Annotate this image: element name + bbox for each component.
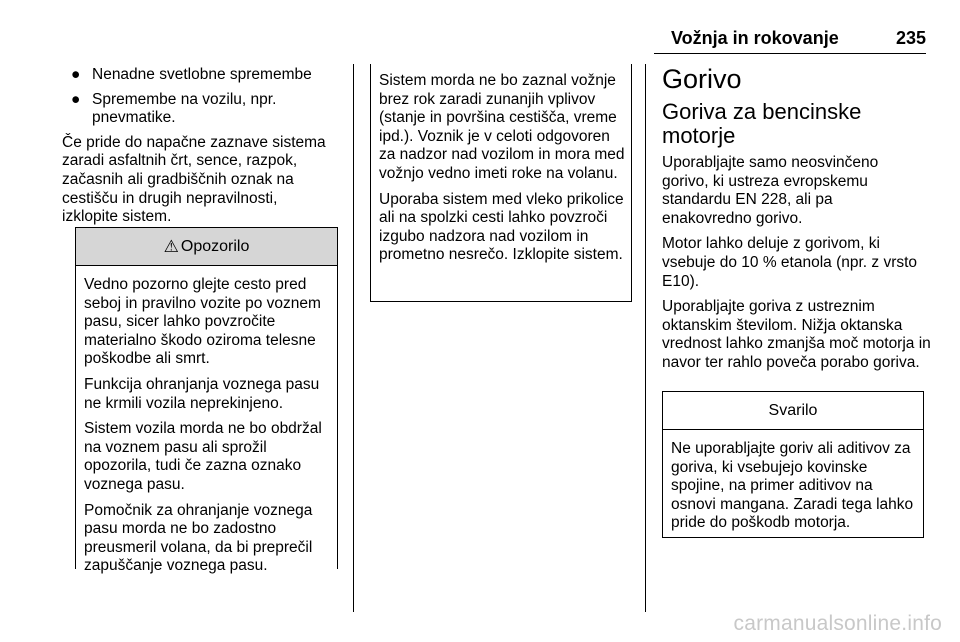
continuation-body [371, 64, 631, 280]
column-divider-1 [353, 64, 354, 612]
warning-box-body [76, 266, 337, 591]
caution-box [662, 391, 924, 538]
caution-box-body [663, 430, 923, 548]
warning-paragraph: Funkcija ohranjanja voznega pasu ne krmili vozila neprekinjeno. [84, 375, 320, 412]
section-heading: Goriva za bencinske motorje [662, 99, 862, 148]
bullet-text: Nenadne svetlobne spremembe [92, 66, 312, 83]
paragraph: Motor lahko deluje z gorivom, ki vsebuje do 10 % etanola (npr. z vrsto E10). [662, 235, 918, 290]
column-1 [62, 66, 342, 234]
warning-paragraph: Vedno pozorno glejte cesto pred seboj in pravilno vozite po voznem pasu, sicer lahko povzročite materialno škodo oziroma telesne poškodbe ali smrt. [84, 276, 321, 368]
continuation-paragraph: Sistem morda ne bo zaznal vožnje brez rok zaradi zunanjih vplivov (stanje in površina cestišča, vreme ipd.). Voznik je v celoti odgovoren za nadzor nad vozilom in mora med vožnjo vedno imeti roke na volanu. [379, 72, 625, 182]
section-title: Vožnja in rokovanje [671, 28, 839, 48]
continuation-paragraph: Uporaba sistem med vleko prikolice ali na spolzki cesti lahko povzroči izgubo nadzora nad vozilom in prometno nesrečo. Izklopite sistem. [379, 190, 624, 264]
warning-box-header [76, 228, 337, 266]
bullet-list [62, 66, 342, 128]
chapter-heading: Gorivo [662, 64, 742, 94]
list-item [62, 91, 342, 128]
warning-icon: ⚠ [163, 236, 179, 256]
paragraph: Uporabljajte samo neosvinčeno gorivo, ki ustreza evropskemu standardu EN 228, ali pa enakovredno gorivo. [662, 154, 879, 227]
paragraph: Uporabljajte goriva z ustreznim oktanskim številom. Nižja oktanska vrednost lahko zmanjša moč motorja in navor ter rahlo poveča porabo goriva. [662, 298, 931, 371]
column-divider-2 [645, 64, 646, 612]
page-number: 235 [895, 28, 926, 48]
warning-paragraph: Pomočnik za ohranjanje voznega pasu morda ne bo zadostno preusmeril volana, da bi preprečil zapuščanje voznega pasu. [84, 501, 313, 575]
caution-box-header [663, 392, 923, 430]
caution-text: Ne uporabljajte goriv ali aditivov za goriva, ki vsebujejo kovinske spojine, na primer aditivov na osnovi mangana. Zaradi tega lahko pride do poškodb motorja. [671, 440, 914, 532]
bullet-marker: ● [71, 90, 81, 108]
page-header [654, 28, 926, 54]
warning-box [75, 227, 338, 575]
warning-continuation-box [370, 64, 632, 302]
bullet-marker: ● [71, 66, 81, 83]
caution-title: Svarilo [768, 401, 818, 419]
bullet-text: Spremembe na vozilu, npr. pnevmatike. [92, 90, 277, 127]
watermark: carmanualsonline.info [733, 612, 942, 635]
paragraph: Če pride do napačne zaznave sistema zaradi asfaltnih črt, sence, razpok, začasnih ali gradbiščnih oznak na cestišču in drugih nepravilnosti, izklopite sistem. [62, 133, 326, 226]
warning-paragraph: Sistem vozila morda ne bo obdržal na voznem pasu ali sprožil opozorila, tudi če zazna oznako voznega pasu. [84, 420, 322, 493]
list-item [62, 66, 342, 85]
header-rule [654, 53, 926, 54]
column-3 [662, 64, 932, 380]
warning-title: Opozorilo [180, 237, 250, 255]
